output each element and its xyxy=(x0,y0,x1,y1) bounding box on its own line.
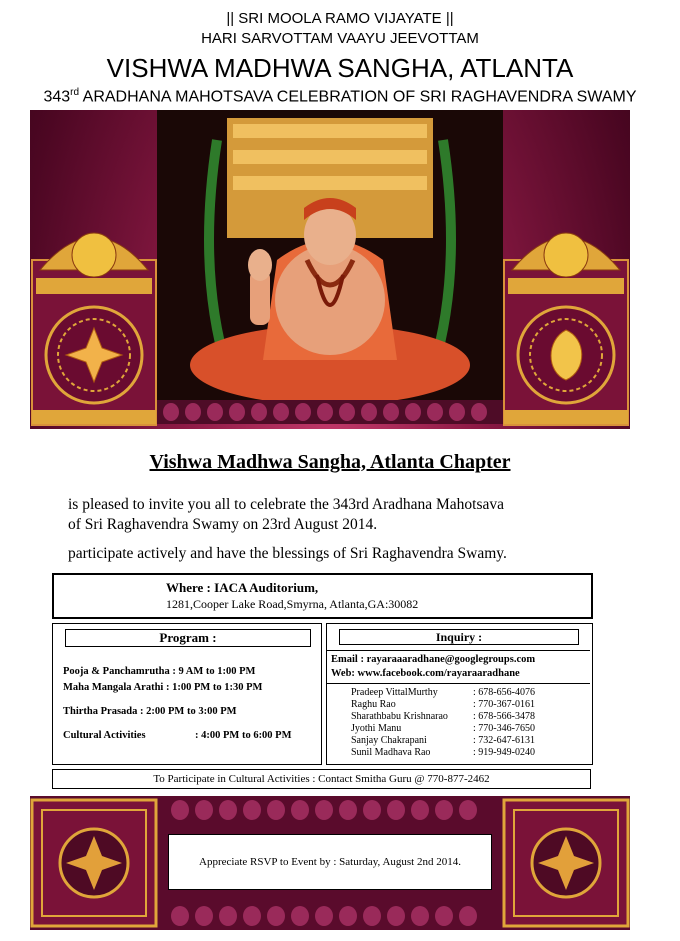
contact-row xyxy=(351,699,535,710)
subtitle-ordinal: rd xyxy=(70,87,80,98)
header-title: VISHWA MADHWA SANGHA, ATLANTA xyxy=(106,53,574,83)
contact-phone: : 770-367-0161 xyxy=(473,699,535,710)
contact-phone: : 678-566-3478 xyxy=(473,711,535,722)
contact-name: Pradeep VittalMurthy xyxy=(351,687,438,698)
header-line-2: HARI SARVOTTAM VAAYU JEEVOTTAM xyxy=(201,30,479,47)
left-ornament-panel xyxy=(30,110,158,430)
contact-row xyxy=(351,687,535,698)
inquiry-email[interactable]: Email : rayaraaaradhane@googlegroups.com xyxy=(331,654,536,665)
contact-phone: : 732-647-6131 xyxy=(473,735,535,746)
invitation-title: Vishwa Madhwa Sangha, Atlanta Chapter xyxy=(149,451,511,473)
invitation-line-2: of Sri Raghavendra Swamy on 23rd August 2014. xyxy=(68,516,378,533)
inquiry-web[interactable]: Web: www.facebook.com/rayaraaradhane xyxy=(331,668,520,679)
contact-phone: : 919-949-0240 xyxy=(473,747,535,758)
header-subtitle xyxy=(0,87,680,106)
contact-row xyxy=(351,711,535,722)
cultural-contact-note: To Participate in Cultural Activities : Contact Smitha Guru @ 770-877-2462 xyxy=(52,769,591,789)
subtitle-text: ARADHANA MAHOTSAVA CELEBRATION OF SRI RAGHAVENDRA SWAMY xyxy=(79,88,637,106)
venue-label: Where : IACA Auditorium, xyxy=(166,580,319,595)
rsvp-note: Appreciate RSVP to Event by : Saturday, August 2nd 2014. xyxy=(168,834,492,890)
right-ornament-panel xyxy=(502,110,630,430)
venue-box xyxy=(52,573,593,619)
decorative-band-top xyxy=(157,400,503,424)
contact-name: Raghu Rao xyxy=(351,699,396,710)
contact-name: Sharathbabu Krishnarao xyxy=(351,711,448,722)
contact-row xyxy=(351,735,535,746)
subtitle-number: 343 xyxy=(43,88,71,106)
program-item-prasada: Thirtha Prasada : 2:00 PM to 3:00 PM xyxy=(63,706,237,717)
invitation-text xyxy=(68,495,608,535)
program-heading: Program : xyxy=(65,629,311,647)
contact-phone: : 678-656-4076 xyxy=(473,687,535,698)
contact-row xyxy=(351,747,535,758)
program-item-cultural-time: : 4:00 PM to 6:00 PM xyxy=(195,730,292,741)
venue-address: 1281,Cooper Lake Road,Smyrna, Atlanta,GA:30082 xyxy=(166,597,419,611)
invitation-card xyxy=(30,429,630,796)
contact-name: Sanjay Chakrapani xyxy=(351,735,427,746)
program-box xyxy=(52,623,322,765)
raghavendra-swamy-image xyxy=(157,110,503,410)
contact-row xyxy=(351,723,535,734)
header-line-1: || SRI MOOLA RAMO VIJAYATE || xyxy=(226,10,454,27)
contact-phone: : 770-346-7650 xyxy=(473,723,535,734)
participate-text: participate actively and have the blessings of Sri Raghavendra Swamy. xyxy=(68,545,507,562)
program-item-cultural: Cultural Activities xyxy=(63,730,146,741)
contact-name: Sunil Madhava Rao xyxy=(351,747,431,758)
inquiry-heading: Inquiry : xyxy=(339,629,579,645)
inquiry-contact-box xyxy=(327,650,590,684)
program-item-pooja: Pooja & Panchamrutha : 9 AM to 1:00 PM xyxy=(63,666,256,677)
program-item-arathi: Maha Mangala Arathi : 1:00 PM to 1:30 PM xyxy=(63,682,263,693)
inquiry-box xyxy=(326,623,593,765)
contact-name: Jyothi Manu xyxy=(351,723,402,734)
invitation-line-1: is pleased to invite you all to celebrate the 343rd Aradhana Mahotsava xyxy=(68,496,505,513)
poster xyxy=(30,110,630,930)
